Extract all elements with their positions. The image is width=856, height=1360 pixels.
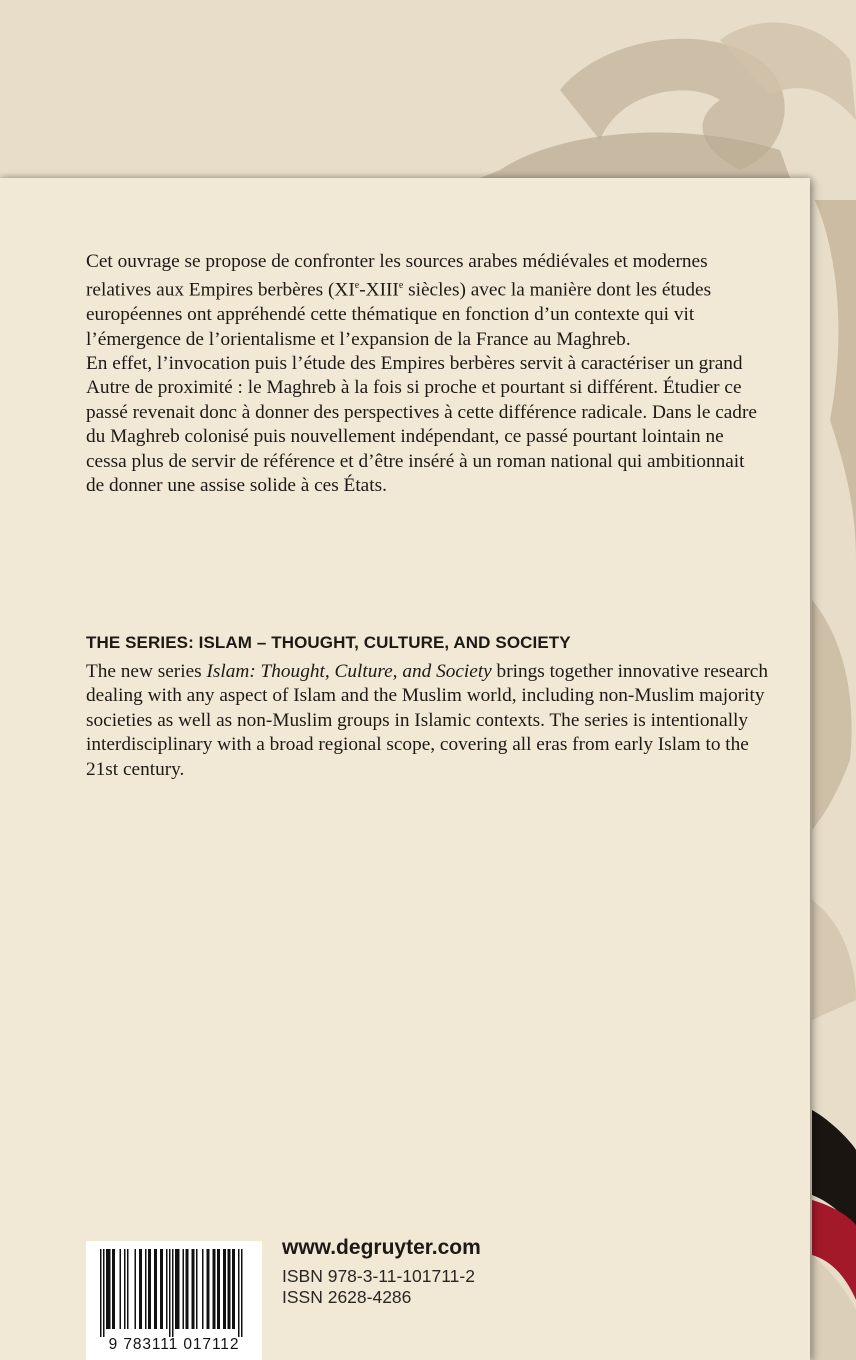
barcode-bar bbox=[213, 1249, 215, 1329]
barcode-bar bbox=[229, 1249, 231, 1329]
isbn-number: ISBN 978-3-11-101711-2 bbox=[282, 1266, 475, 1286]
barcode-bar bbox=[154, 1249, 156, 1329]
barcode-bar bbox=[219, 1249, 221, 1329]
barcode-bar bbox=[139, 1249, 141, 1329]
barcode-bar bbox=[124, 1249, 126, 1329]
barcode-bar bbox=[241, 1249, 243, 1337]
barcode-bar bbox=[208, 1249, 210, 1329]
barcode-bar bbox=[162, 1249, 164, 1329]
barcode-bar bbox=[175, 1249, 177, 1329]
barcode-bar bbox=[109, 1249, 111, 1329]
barcode-bar bbox=[127, 1249, 129, 1329]
barcode-bar bbox=[177, 1249, 179, 1329]
barcode-bar bbox=[228, 1249, 230, 1329]
isbn-barcode bbox=[86, 1241, 262, 1360]
barcode-bar bbox=[238, 1249, 240, 1337]
barcode-bar bbox=[166, 1249, 168, 1329]
barcode-bar bbox=[148, 1249, 150, 1329]
barcode-bar bbox=[193, 1249, 195, 1329]
barcode-bar bbox=[207, 1249, 209, 1329]
barcode-bar bbox=[169, 1249, 171, 1337]
barcode-bar bbox=[141, 1249, 143, 1329]
barcode-bar bbox=[150, 1249, 152, 1329]
barcode-bar bbox=[108, 1249, 110, 1329]
barcode-bar bbox=[214, 1249, 216, 1329]
barcode-bar bbox=[232, 1249, 234, 1329]
description-paragraph-1: Cet ouvrage se propose de confronter les sources arabes médiévales et modernes relatives aux Empires berbères (XIe-XIIIe siècles) avec la manière dont les études européennes ont appréhendé cette thématique en fonction d’un contexte qui vit l’émergence de l’orientalisme et l’expansion de la France au Maghreb. bbox=[86, 251, 712, 350]
barcode-bars bbox=[86, 1241, 262, 1341]
barcode-bar bbox=[234, 1249, 236, 1329]
barcode-bar bbox=[202, 1249, 204, 1329]
barcode-bar bbox=[217, 1249, 219, 1329]
description-paragraph-2: En effet, l’invocation puis l’étude des Empires berbères servit à caractériser un grand Autre de proximité : le Maghreb à la fois si proche et pourtant si différent. Étudier ce passé revenait donc à donner des perspectives à cette différence radicale. Dans le cadre du Maghreb colonisé puis nouvellement indépendant, ce passé pourtant lointain ne cessa plus de servir de référence et d’être inséré à un roman national qui ambitionnait de donner une assise solide à ces États. bbox=[86, 353, 757, 497]
barcode-bar bbox=[106, 1249, 108, 1329]
barcode-bar bbox=[135, 1249, 137, 1329]
issn-number: ISSN 2628-4286 bbox=[282, 1287, 412, 1307]
barcode-bar bbox=[100, 1249, 102, 1337]
book-description bbox=[86, 250, 766, 498]
barcode-bar bbox=[112, 1249, 114, 1329]
barcode-bar bbox=[178, 1249, 180, 1329]
barcode-bar bbox=[156, 1249, 158, 1329]
series-description: The new series Islam: Thought, Culture, and Society brings together innovative research dealing with any aspect of Islam and the Muslim world, including non-Muslim majority societies as well as non-Muslim groups in Islamic contexts. The series is intentionally interdisciplinary with a broad regional scope, covering all eras from early Islam to the 21st century. bbox=[86, 661, 768, 780]
barcode-bar bbox=[114, 1249, 116, 1329]
barcode-bar bbox=[186, 1249, 188, 1329]
barcode-bar bbox=[183, 1249, 185, 1329]
barcode-bar bbox=[172, 1249, 174, 1337]
series-heading: THE SERIES: ISLAM – THOUGHT, CULTURE, AND SOCIETY bbox=[86, 633, 571, 652]
barcode-bar bbox=[160, 1249, 162, 1329]
barcode-bar bbox=[223, 1249, 225, 1329]
barcode-bar bbox=[120, 1249, 122, 1329]
barcode-bar bbox=[187, 1249, 189, 1329]
barcode-bar bbox=[145, 1249, 147, 1329]
barcode-bar bbox=[103, 1249, 105, 1337]
barcode-bar bbox=[225, 1249, 227, 1329]
barcode-bar bbox=[196, 1249, 198, 1329]
barcode-digits: 9 783111 017112 bbox=[108, 1336, 240, 1353]
barcode-bar bbox=[192, 1249, 194, 1329]
publisher-website[interactable]: www.degruyter.com bbox=[282, 1236, 481, 1259]
